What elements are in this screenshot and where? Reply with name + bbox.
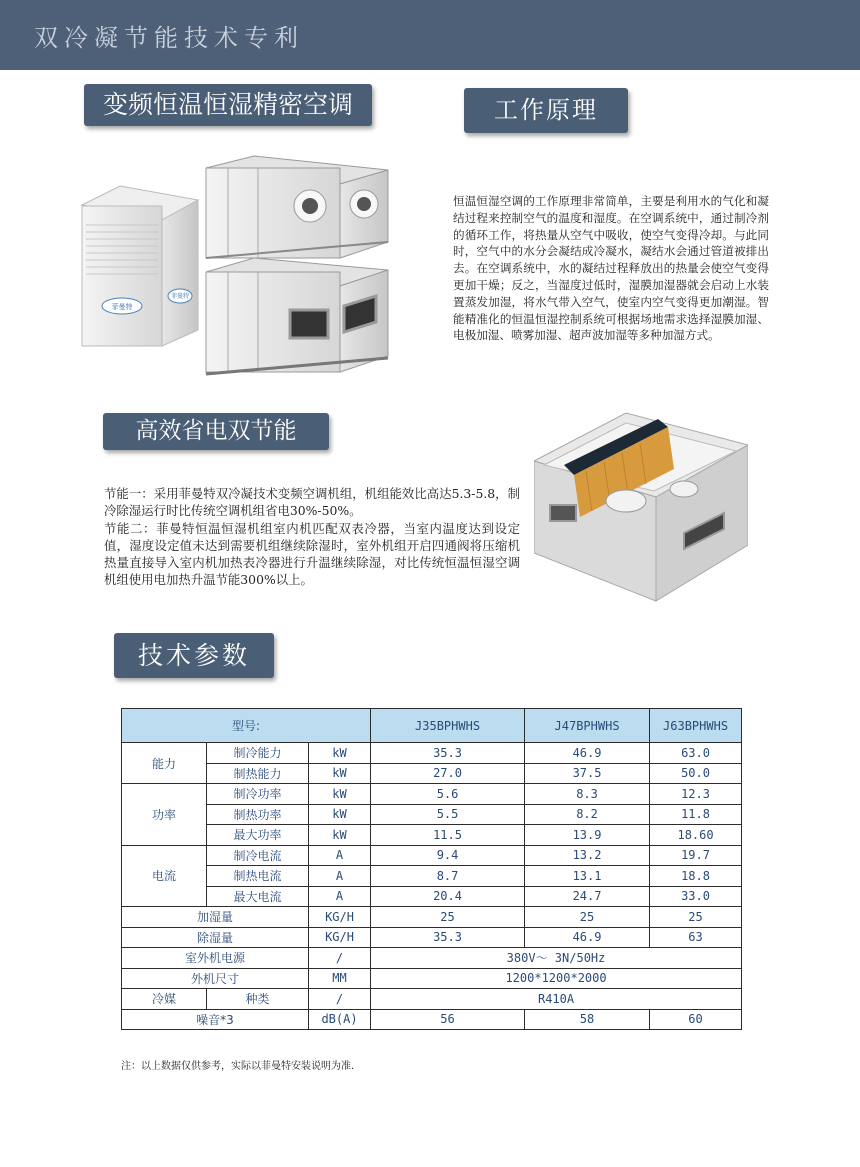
param-name: 制冷功率: [207, 784, 309, 805]
table-row: [122, 1009, 742, 1030]
param-value: 13.2: [525, 845, 650, 866]
param-value: 35.3: [371, 927, 525, 948]
param-value: 9.4: [371, 845, 525, 866]
param-value: 8.3: [525, 784, 650, 805]
param-value: 11.8: [650, 804, 742, 825]
group-label: 电流: [122, 845, 207, 907]
table-row: [122, 989, 742, 1010]
param-name: 加湿量: [122, 907, 309, 928]
param-value: 13.9: [525, 825, 650, 846]
svg-text:菲曼特: 菲曼特: [170, 293, 190, 300]
svg-text:菲曼特: 菲曼特: [111, 303, 133, 311]
param-value: 35.3: [371, 743, 525, 764]
param-value: 12.3: [650, 784, 742, 805]
param-unit: /: [309, 948, 371, 969]
table-row: [122, 866, 742, 887]
table-row: [122, 743, 742, 764]
model-name: J47BPHWHS: [525, 709, 650, 743]
param-name: 制热电流: [207, 866, 309, 887]
param-value: 5.5: [371, 804, 525, 825]
table-row: [122, 948, 742, 969]
principle-text: 恒温恒湿空调的工作原理非常简单，主要是利用水的气化和凝结过程来控制空气的温度和湿度。在空调系统中，通过制冷剂的循环工作，将热量从空气中吸收，使空气变得冷却。与此同时，空气中的水分会凝结成冷凝水，凝结水会通过管道被排出去。在空调系统中，水的凝结过程释放出的热量会使空气变得更加干燥；反之，当湿度过低时，湿膜加湿器就会启动上水装置蒸发加湿，将水气带入空气，使室内空气变得更加潮湿。智能精准化的恒温恒湿控制系统可根据场地需求选择湿膜加湿、电极加湿、喷雾加湿、超声波加湿等多种加湿方式。: [453, 194, 769, 343]
table-row: [122, 804, 742, 825]
param-value: 63: [650, 927, 742, 948]
table-row: [122, 927, 742, 948]
section-title-params: 技术参数: [114, 633, 274, 678]
param-value: 25: [525, 907, 650, 928]
group-label: 冷媒: [122, 989, 207, 1010]
param-value: R410A: [371, 989, 742, 1010]
param-value: 58: [525, 1009, 650, 1030]
table-row: [122, 845, 742, 866]
param-unit: dB(A): [309, 1009, 371, 1030]
param-value: 37.5: [525, 763, 650, 784]
section-title-products: 变频恒温恒湿精密空调: [84, 84, 372, 126]
param-value: 1200*1200*2000: [371, 968, 742, 989]
header-title: 双冷凝节能技术专利: [34, 24, 304, 52]
param-unit: kW: [309, 784, 371, 805]
param-name: 制冷电流: [207, 845, 309, 866]
saving-paragraph-1: 节能一：采用菲曼特双冷凝技术变频空调机组，机组能效比高达5.3-5.8，制冷除湿运行时比传统空调机组省电30%-50%。: [104, 486, 520, 519]
footnote: 注：以上数据仅供参考，实际以菲曼特安装说明为准.: [121, 1061, 355, 1072]
param-unit: kW: [309, 763, 371, 784]
param-unit: /: [309, 989, 371, 1010]
param-value: 25: [650, 907, 742, 928]
param-unit: KG/H: [309, 907, 371, 928]
model-name: J63BPHWHS: [650, 709, 742, 743]
param-value: 63.0: [650, 743, 742, 764]
section-title-principle: 工作原理: [464, 88, 628, 133]
param-value: 33.0: [650, 886, 742, 907]
group-label: 功率: [122, 784, 207, 846]
param-name: 制热功率: [207, 804, 309, 825]
param-value: 13.1: [525, 866, 650, 887]
param-unit: A: [309, 866, 371, 887]
param-unit: kW: [309, 804, 371, 825]
dual-coil-unit-image: [534, 405, 748, 605]
group-label: 能力: [122, 743, 207, 784]
table-row: [122, 825, 742, 846]
table-header-row: [122, 709, 742, 743]
section-title-saving: 高效省电双节能: [103, 413, 329, 450]
param-value: 27.0: [371, 763, 525, 784]
header-bar: [0, 0, 860, 70]
saving-paragraph-2: 节能二：菲曼特恒温恒湿机组室内机匹配双表冷器，当室内温度达到设定值，湿度设定值未达到需要机组继续除湿时，室外机组开启四通阀将压缩机热量直接导入室内机加热表冷器进行升温继续除湿，对比传统恒温恒湿空调机组使用电加热升温节能300%以上。: [104, 520, 520, 588]
table-row: [122, 886, 742, 907]
param-value: 25: [371, 907, 525, 928]
param-unit: A: [309, 886, 371, 907]
model-name: J35BPHWHS: [371, 709, 525, 743]
param-name: 制热能力: [207, 763, 309, 784]
param-value: 11.5: [371, 825, 525, 846]
param-value: 5.6: [371, 784, 525, 805]
param-value: 18.8: [650, 866, 742, 887]
param-unit: kW: [309, 825, 371, 846]
param-value: 20.4: [371, 886, 525, 907]
param-name: 除湿量: [122, 927, 309, 948]
param-name: 最大电流: [207, 886, 309, 907]
product-units-image: [78, 150, 408, 390]
param-value: 24.7: [525, 886, 650, 907]
param-value: 60: [650, 1009, 742, 1030]
model-label: 型号:: [122, 709, 371, 743]
param-unit: A: [309, 845, 371, 866]
param-unit: KG/H: [309, 927, 371, 948]
table-row: [122, 784, 742, 805]
param-value: 8.7: [371, 866, 525, 887]
param-value: 19.7: [650, 845, 742, 866]
param-name: 种类: [207, 989, 309, 1010]
param-value: 50.0: [650, 763, 742, 784]
param-name: 最大功率: [207, 825, 309, 846]
spec-table: [121, 708, 742, 1030]
param-value: 46.9: [525, 743, 650, 764]
param-value: 380V～ 3N/50Hz: [371, 948, 742, 969]
table-row: [122, 763, 742, 784]
param-value: 8.2: [525, 804, 650, 825]
param-unit: MM: [309, 968, 371, 989]
param-name: 室外机电源: [122, 948, 309, 969]
table-row: [122, 968, 742, 989]
param-name: 噪音*3: [122, 1009, 309, 1030]
param-unit: kW: [309, 743, 371, 764]
table-row: [122, 907, 742, 928]
saving-text: [104, 485, 520, 589]
param-name: 制冷能力: [207, 743, 309, 764]
param-value: 56: [371, 1009, 525, 1030]
param-name: 外机尺寸: [122, 968, 309, 989]
param-value: 46.9: [525, 927, 650, 948]
param-value: 18.60: [650, 825, 742, 846]
